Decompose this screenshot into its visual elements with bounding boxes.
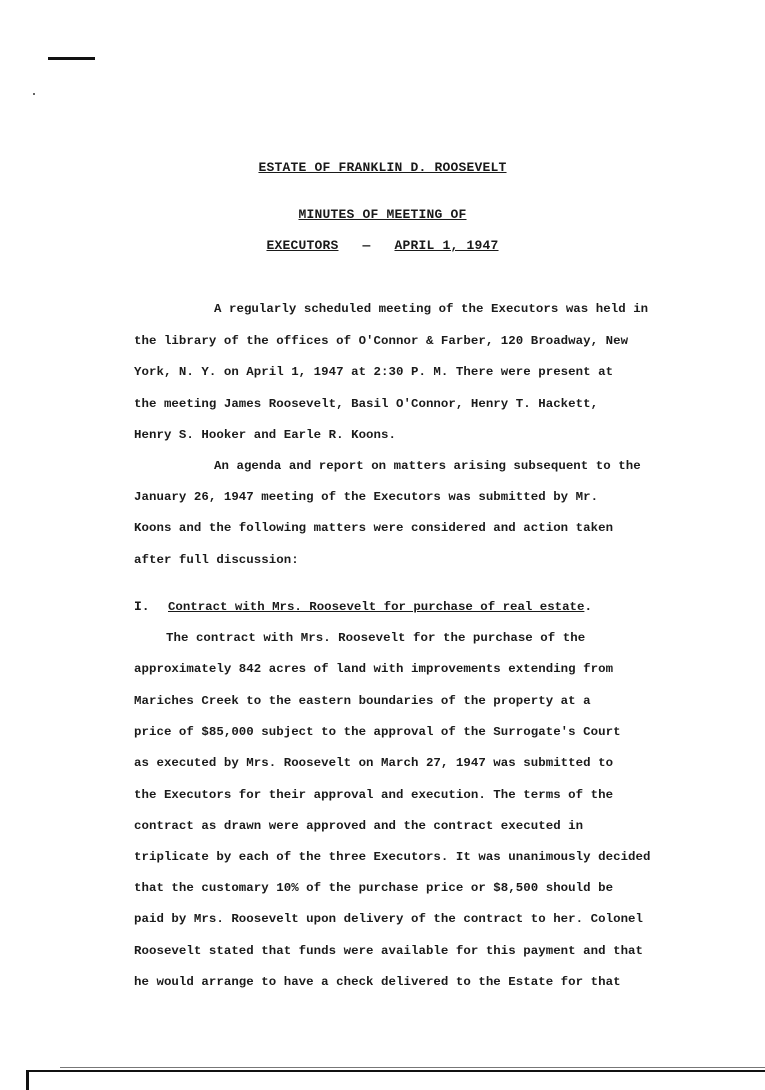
paragraph-line: January 26, 1947 meeting of the Executors was submitted by Mr. [134,490,599,504]
subtitle-dash: — [362,238,371,253]
section-line: that the customary 10% of the purchase price or $8,500 should be [134,881,614,895]
section-line: the Executors for their approval and execution. The terms of the [134,788,614,802]
paragraph-line: A regularly scheduled meeting of the Executors was held in [214,302,649,316]
bottom-corner-mark [26,1070,29,1090]
section-line: as executed by Mrs. Roosevelt on March 27, 1947 was submitted to [134,756,614,770]
section-line: contract as drawn were approved and the contract executed in [134,819,584,833]
paragraph-line: An agenda and report on matters arising subsequent to the [214,459,641,473]
section-line: triplicate by each of the three Executors. It was unanimously decided [134,850,651,864]
paragraph-line: the library of the offices of O'Connor & Farber, 120 Broadway, New [134,334,629,348]
paragraph-line: the meeting James Roosevelt, Basil O'Connor, Henry T. Hackett, [134,397,599,411]
paragraph-line: York, N. Y. on April 1, 1947 at 2:30 P. M. There were present at [134,365,614,379]
paragraph-line: after full discussion: [134,553,299,567]
scan-speck [33,93,35,95]
section-line: price of $85,000 subject to the approval of the Surrogate's Court [134,725,621,739]
section-line: paid by Mrs. Roosevelt upon delivery of the contract to her. Colonel [134,912,644,926]
paragraph-line: Henry S. Hooker and Earle R. Koons. [134,428,396,442]
bottom-rule-thin [60,1067,765,1068]
bottom-rule [28,1070,765,1072]
document-title: ESTATE OF FRANKLIN D. ROOSEVELT [258,160,507,175]
section-line: he would arrange to have a check delivered to the Estate for that [134,975,621,989]
subtitle-date: APRIL 1, 1947 [394,238,499,253]
document-subtitle: MINUTES OF MEETING OF [298,207,467,222]
section-line: Roosevelt stated that funds were available for this payment and that [134,944,644,958]
section-title-period: . [584,599,593,614]
document-subtitle-date [0,238,765,253]
paragraph-line: Koons and the following matters were considered and action taken [134,521,614,535]
corner-mark [48,57,95,60]
section-line: approximately 842 acres of land with improvements extending from [134,662,614,676]
section-title [168,599,592,614]
section-line: The contract with Mrs. Roosevelt for the purchase of the [166,631,586,645]
section-title-text: Contract with Mrs. Roosevelt for purchase of real estate [168,600,585,614]
section-number: I. [134,599,150,614]
section-line: Mariches Creek to the eastern boundaries of the property at a [134,694,591,708]
subtitle-executors: EXECUTORS [266,238,339,253]
